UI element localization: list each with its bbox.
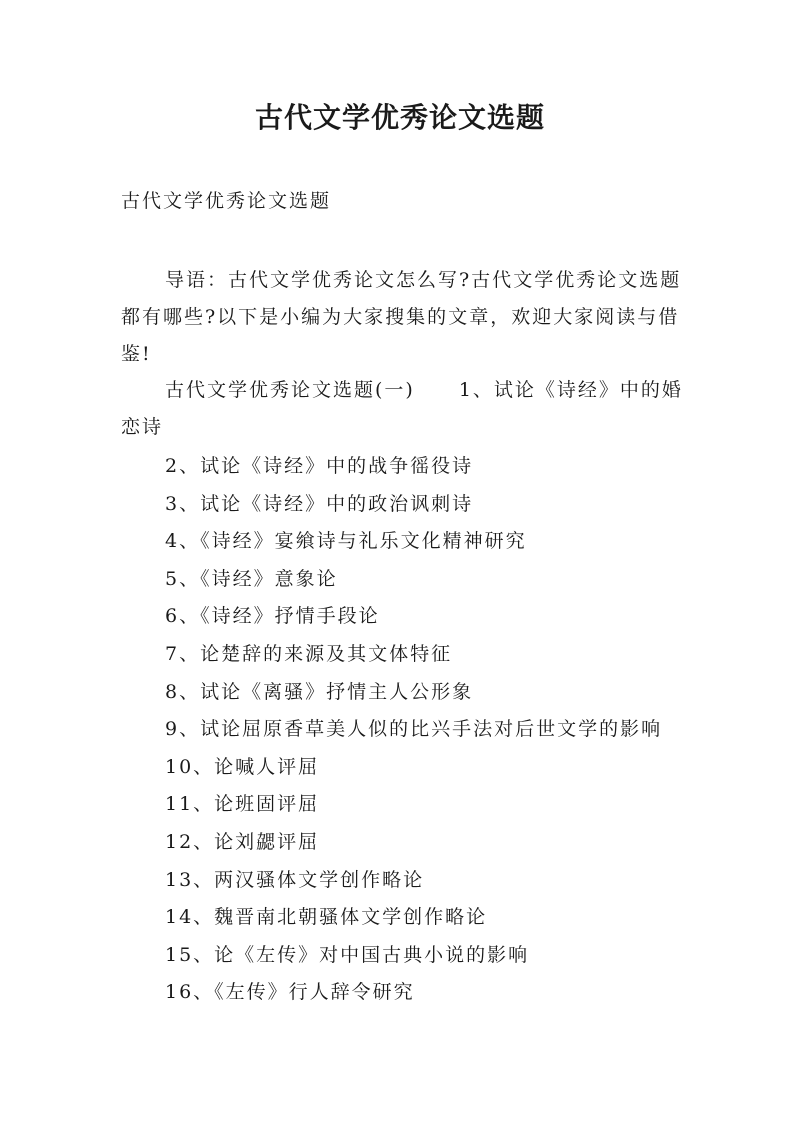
topic-list — [165, 448, 705, 1012]
list-item: 13、两汉骚体文学创作略论 — [165, 868, 425, 891]
list-item: 5、《诗经》意象论 — [165, 567, 338, 590]
list-item: 11、论班固评屈 — [165, 793, 320, 816]
intro-paragraph: 导语：古代文学优秀论文怎么写?古代文学优秀论文选题都有哪些?以下是小编为大家搜集的文章，欢迎大家阅读与借鉴! — [121, 269, 682, 365]
list-item: 10、论喊人评屈 — [165, 755, 320, 778]
list-item: 6、《诗经》抒情手段论 — [165, 605, 380, 628]
list-item: 12、论刘勰评屈 — [165, 830, 320, 853]
document-subtitle: 古代文学优秀论文选题 — [121, 190, 332, 212]
section-paragraph — [121, 372, 686, 446]
list-item: 14、魏晋南北朝骚体文学创作略论 — [165, 906, 488, 929]
document-title: 古代文学优秀论文选题 — [254, 101, 545, 134]
list-item: 4、《诗经》宴飨诗与礼乐文化精神研究 — [165, 530, 527, 553]
list-item: 2、试论《诗经》中的战争徭役诗 — [165, 455, 474, 477]
list-item: 15、论《左传》对中国古典小说的影响 — [165, 943, 530, 966]
list-item: 3、试论《诗经》中的政治讽刺诗 — [165, 492, 474, 515]
section-heading: 古代文学优秀论文选题(一) — [165, 379, 415, 401]
list-item: 9、试论屈原香草美人似的比兴手法对后世文学的影响 — [165, 718, 663, 741]
list-item: 8、试论《离骚》抒情主人公形象 — [165, 680, 474, 703]
list-item: 7、论楚辞的来源及其文体特征 — [165, 642, 453, 665]
list-item: 16、《左传》行人辞令研究 — [165, 981, 415, 1004]
list-item-1: 1、试论《诗经》中的婚恋诗 — [121, 379, 683, 438]
